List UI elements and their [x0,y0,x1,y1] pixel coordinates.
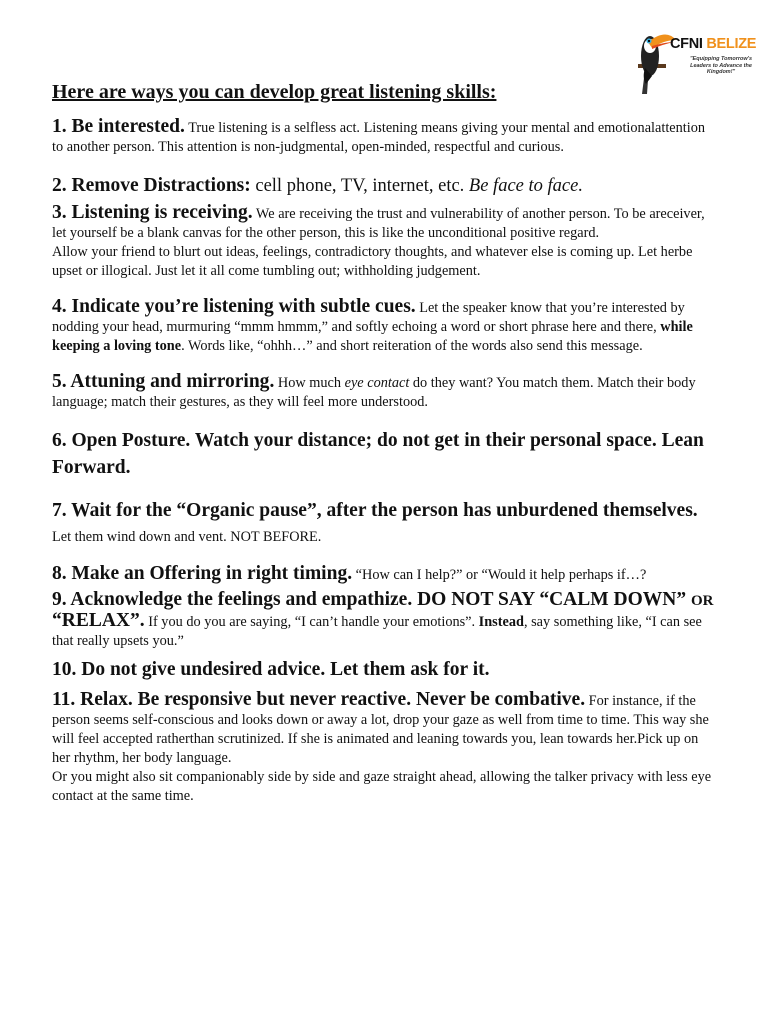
tip-3-text: We are receiving the trust and vulnerability of another person. To be areceiver, let yourself be a blank canvas for the other person, this is like the unconditional positive regard. [52,206,705,241]
tip-11-text: For instance, if the person seems self-conscious and looks down or away a lot, drop your gaze as well from time to time. This way she will feel accepted ratherthan scrutinized. If she is animated and leaning towards you, lean towards her.Pick up on her rhythm, her body language. [52,693,709,766]
tip-9-heading-2: “RELAX”. [52,610,145,631]
tip-5-heading-end: . [269,371,275,392]
tip-8-heading: 8. Make an Offering in right timing. [52,563,353,584]
tagline: "Equipping Tomorrow's Leaders to Advance the Kingdom!" [689,56,753,75]
tip-9-or: OR [691,593,714,609]
tip-9-heading: 9. Acknowledge the feelings and empathize. DO NOT SAY “CALM DOWN” [52,589,692,610]
tip-5-italic: eye contact [344,375,410,391]
tip-2 [52,174,716,199]
tip-8 [52,564,716,585]
tip-9-text-2: , say something like, “I can see that really upsets you.” [52,614,702,649]
tip-11-continued: Or you might also sit companionably side by side and gaze straight ahead, allowing the talker privacy with less eye contact at the same time. [52,769,712,804]
tip-5 [52,372,716,412]
tip-4-text-2: . Words like, “ohhh…” and short reiteration of the words also send this message. [181,338,643,354]
brand-cfni: CFNI [670,36,703,52]
brand-belize: BELIZE [706,36,757,52]
tip-6-heading: 6. Open Posture. Watch your distance; do not get in their personal space. Lean Forward. [52,430,704,478]
tip-3-heading: 3. Listening is receiving [52,202,248,223]
tip-4-heading-end: . [410,296,416,317]
tip-5-text-2: do they want? You match them. Match their body language; match their gestures, as they will feel more understood. [52,375,696,410]
tip-9-text: If you do you are saying, “I can’t handle your emotions”. [144,614,479,630]
tip-2-heading: 2. Remove Distractions: [52,175,251,196]
tip-11-heading: 11. Relax. Be responsive but never reactive. Never be combative. [52,689,586,710]
tip-6 [52,428,716,482]
tip-1-heading: 1. Be interested [52,116,180,137]
page-title: Here are ways you can develop great listening skills: [52,81,497,103]
tip-1-text: True listening is a selfless act. Listening means giving your mental and emotionalattention to another person. This attention is non-judgmental, open-minded, respectful and curious. [52,120,706,155]
tip-4-heading: 4. Indicate you’re listening with subtle cues [52,296,411,317]
tip-4-bold: while keeping a loving tone [52,319,693,354]
tip-5-text: How much [274,375,345,391]
tip-11 [52,690,716,768]
brand-name [670,36,756,52]
tip-9-bold: Instead [478,614,524,630]
tip-3 [52,203,716,243]
tip-8-text: “How can I help?” or “Would it help perhaps if…? [352,567,647,583]
tip-4 [52,297,716,356]
tip-4-text: Let the speaker know that you’re interested by nodding your head, murmuring “mmm hmmm,” and softly echoing a word or short phrase here and there, [52,300,685,335]
tip-7 [52,498,716,550]
tip-10-heading: 10. Do not give undesired advice. Let them ask for it. [52,659,490,680]
tip-7-heading: 7. Wait for the “Organic pause”, after the person has unburdened themselves. [52,500,698,521]
tip-10 [52,658,716,683]
tip-7-text: Let them wind down and vent. NOT BEFORE. [52,529,322,545]
document-body [52,78,716,806]
tip-5-heading: 5. Attuning and mirroring [52,371,270,392]
tip-3-heading-end: . [247,202,253,223]
tip-9 [52,590,716,651]
tip-1-heading-end: . [180,116,185,137]
tip-3-continued: Allow your friend to blurt out ideas, feelings, contradictory thoughts, and whatever else is coming up. Let herbe upset or illogical. Just let it all come tumbling out; withholding judgement. [52,244,693,279]
tip-2-text: cell phone, TV, internet, etc. [250,176,469,196]
tip-1 [52,117,716,157]
tip-2-emphasis: Be face to face. [468,176,583,196]
